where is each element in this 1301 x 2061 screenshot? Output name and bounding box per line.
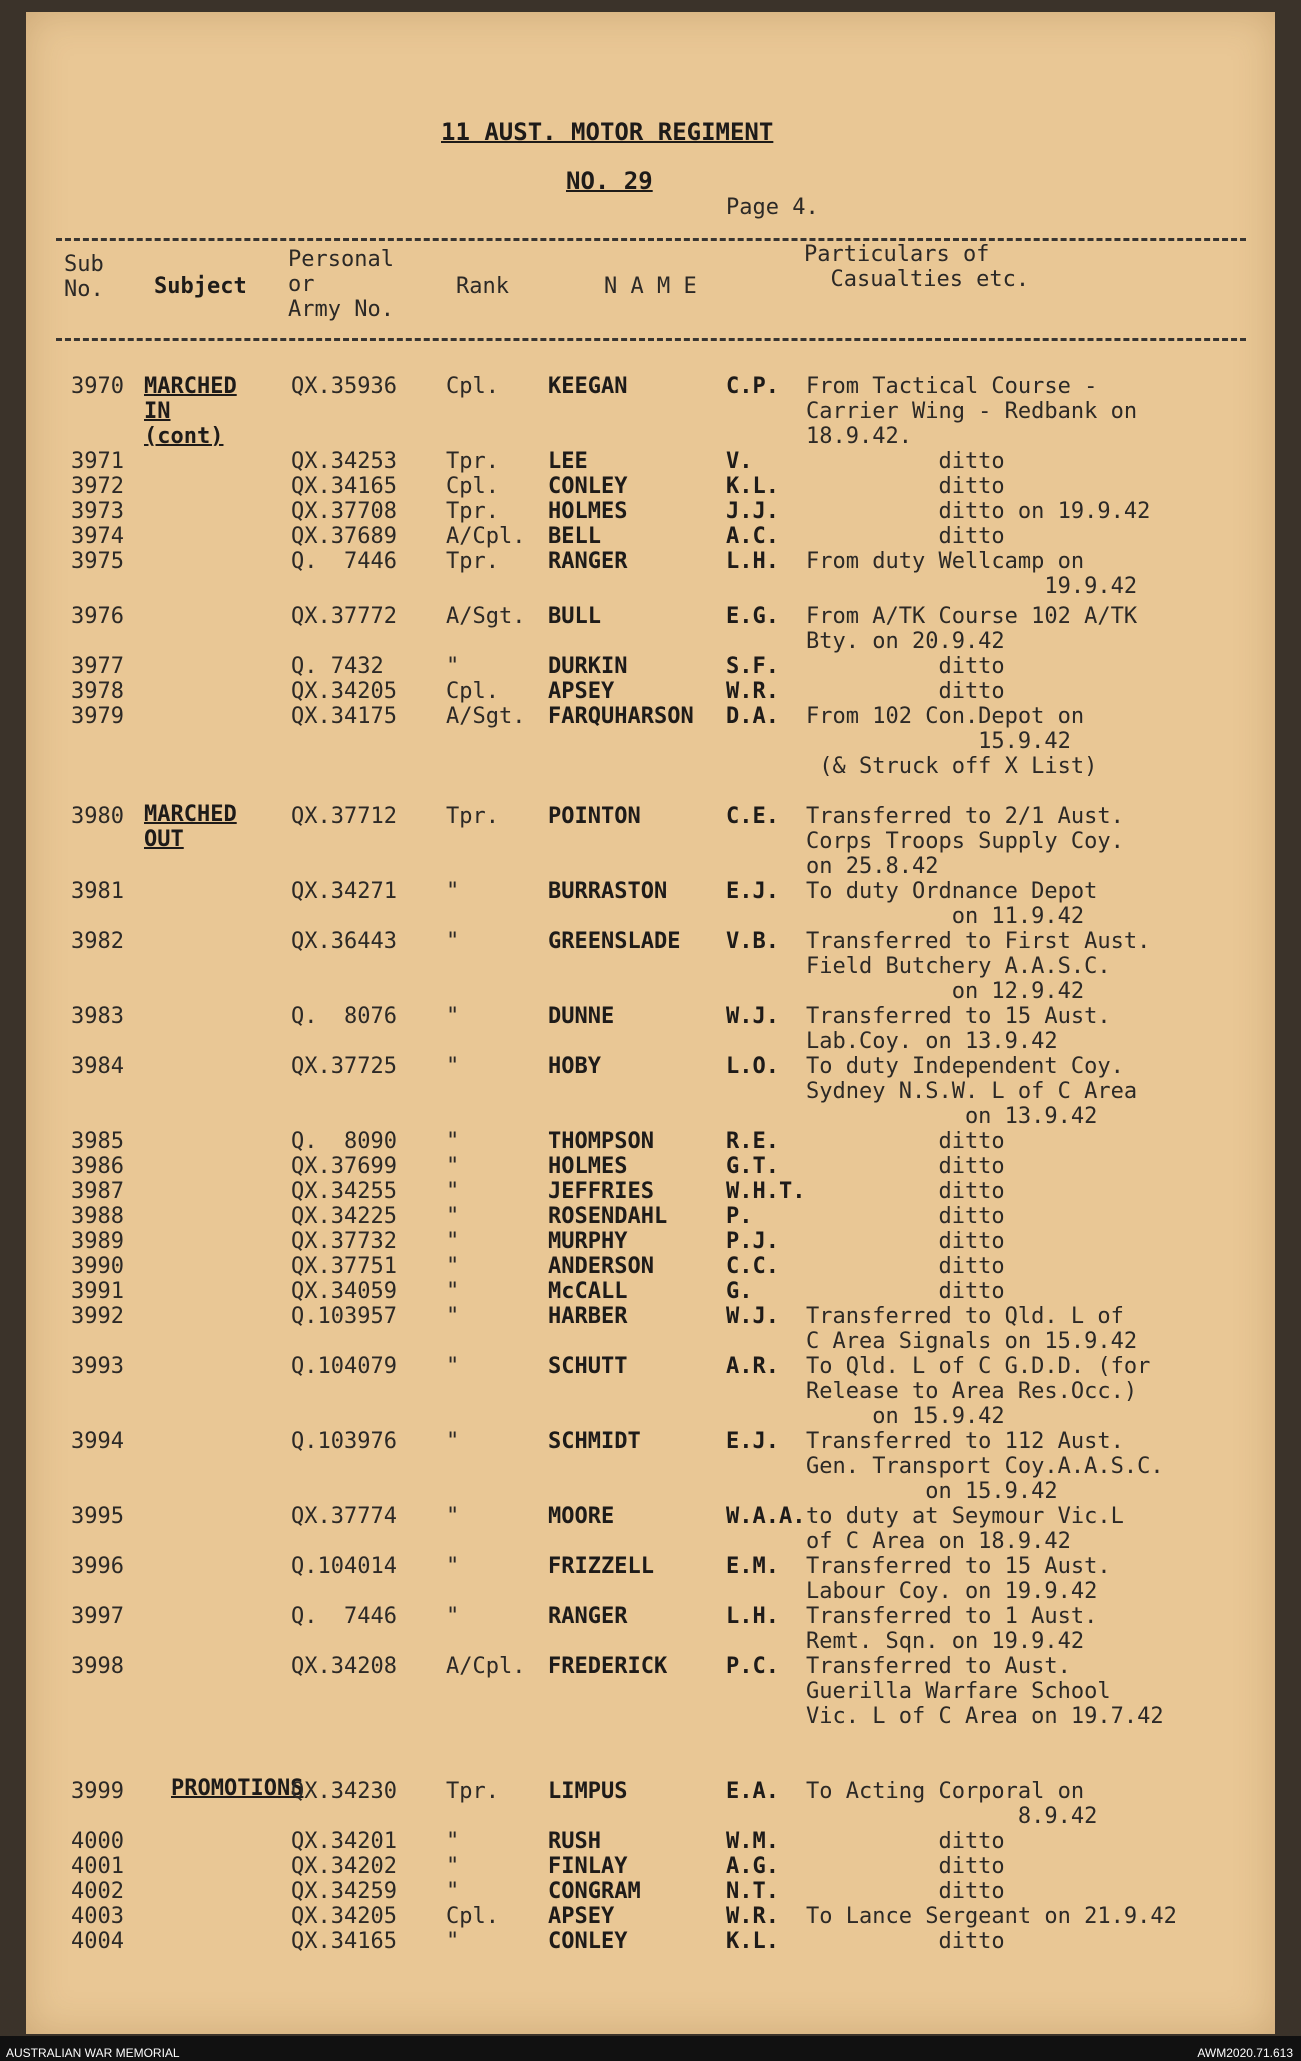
- cell-particulars: ditto: [806, 449, 1005, 474]
- cell-army-number: QX.36443: [291, 929, 397, 954]
- cell-initials: D.A.: [726, 704, 779, 729]
- cell-particulars: From 102 Con.Depot on 15.9.42 (& Struck off X List): [806, 704, 1098, 779]
- cell-army-number: Q.103957: [291, 1304, 397, 1329]
- cell-sub-no: 3999: [71, 1779, 124, 1804]
- cell-surname: SCHMIDT: [548, 1429, 641, 1454]
- cell-sub-no: 3989: [71, 1229, 124, 1254]
- cell-initials: E.G.: [726, 604, 779, 629]
- cell-surname: CONLEY: [548, 1929, 628, 1954]
- cell-army-number: QX.34230: [291, 1779, 397, 1804]
- cell-particulars: ditto: [806, 1254, 1005, 1279]
- col-army-no: Personal or Army No.: [288, 247, 394, 322]
- cell-sub-no: 4003: [71, 1904, 124, 1929]
- cell-surname: FREDERICK: [548, 1654, 668, 1679]
- cell-initials: P.J.: [726, 1229, 779, 1254]
- cell-surname: APSEY: [548, 679, 615, 704]
- footer-ref: AWM2020.71.613: [1197, 2046, 1293, 2060]
- cell-surname: APSEY: [548, 1904, 615, 1929]
- cell-initials: W.R.: [726, 679, 779, 704]
- cell-army-number: QX.34208: [291, 1654, 397, 1679]
- cell-army-number: Q.104079: [291, 1354, 397, 1379]
- cell-rank: ": [446, 929, 460, 954]
- cell-rank: ": [446, 1829, 460, 1854]
- cell-rank: Cpl.: [446, 1904, 499, 1929]
- cell-initials: W.J.: [726, 1304, 779, 1329]
- cell-rank: ": [446, 1254, 460, 1279]
- cell-surname: LIMPUS: [548, 1779, 628, 1804]
- cell-initials: P.C.: [726, 1654, 779, 1679]
- cell-initials: E.A.: [726, 1779, 779, 1804]
- cell-initials: E.J.: [726, 879, 779, 904]
- cell-initials: G.T.: [726, 1154, 779, 1179]
- cell-particulars: From Tactical Course - Carrier Wing - Redbank on 18.9.42.: [806, 374, 1138, 449]
- cell-army-number: QX.34165: [291, 474, 397, 499]
- cell-sub-no: 4000: [71, 1829, 124, 1854]
- cell-particulars: ditto: [806, 1279, 1005, 1304]
- cell-army-number: QX.34253: [291, 449, 397, 474]
- cell-sub-no: 3995: [71, 1504, 124, 1529]
- cell-army-number: QX.37751: [291, 1254, 397, 1279]
- regiment-title: 11 AUST. MOTOR REGIMENT: [441, 118, 774, 146]
- cell-army-number: QX.37772: [291, 604, 397, 629]
- cell-sub-no: 3978: [71, 679, 124, 704]
- cell-surname: THOMPSON: [548, 1129, 654, 1154]
- cell-sub-no: 3997: [71, 1604, 124, 1629]
- cell-surname: McCALL: [548, 1279, 628, 1304]
- cell-initials: C.C.: [726, 1254, 779, 1279]
- cell-army-number: QX.34225: [291, 1204, 397, 1229]
- cell-rank: ": [446, 1554, 460, 1579]
- cell-particulars: ditto: [806, 1854, 1005, 1879]
- cell-initials: P.: [726, 1204, 753, 1229]
- cell-rank: A/Sgt.: [446, 704, 526, 729]
- cell-surname: CONGRAM: [548, 1879, 641, 1904]
- cell-rank: ": [446, 1229, 460, 1254]
- cell-rank: Cpl.: [446, 474, 499, 499]
- cell-initials: A.G.: [726, 1854, 779, 1879]
- cell-sub-no: 4001: [71, 1854, 124, 1879]
- cell-army-number: QX.34165: [291, 1929, 397, 1954]
- cell-rank: Cpl.: [446, 374, 499, 399]
- cell-particulars: Transferred to 2/1 Aust. Corps Troops Supply Coy. on 25.8.42: [806, 804, 1124, 879]
- cell-surname: RANGER: [548, 1604, 628, 1629]
- cell-sub-no: 3970: [71, 374, 124, 399]
- cell-army-number: Q.104014: [291, 1554, 397, 1579]
- cell-particulars: Transferred to 112 Aust. Gen. Transport Coy.A.A.S.C. on 15.9.42: [806, 1429, 1164, 1504]
- cell-rank: A/Cpl.: [446, 1654, 526, 1679]
- cell-army-number: Q. 8076: [291, 1004, 397, 1029]
- cell-particulars: To Lance Sergeant on 21.9.42: [806, 1904, 1177, 1929]
- cell-rank: ": [446, 1279, 460, 1304]
- cell-army-number: QX.37712: [291, 804, 397, 829]
- cell-surname: BURRASTON: [548, 879, 668, 904]
- cell-initials: K.L.: [726, 1929, 779, 1954]
- cell-rank: ": [446, 1354, 460, 1379]
- cell-initials: S.F.: [726, 654, 779, 679]
- cell-surname: FINLAY: [548, 1854, 628, 1879]
- cell-particulars: ditto: [806, 1229, 1005, 1254]
- cell-particulars: Transferred to 15 Aust. Labour Coy. on 19.9.42: [806, 1554, 1111, 1604]
- cell-surname: SCHUTT: [548, 1354, 628, 1379]
- cell-sub-no: 3987: [71, 1179, 124, 1204]
- cell-surname: MURPHY: [548, 1229, 628, 1254]
- cell-particulars: To Qld. L of C G.D.D. (for Release to Area Res.Occ.) on 15.9.42: [806, 1354, 1151, 1429]
- cell-surname: ANDERSON: [548, 1254, 654, 1279]
- footer-source: AUSTRALIAN WAR MEMORIAL: [6, 2046, 180, 2060]
- cell-particulars: To duty Independent Coy. Sydney N.S.W. L of C Area on 13.9.42: [806, 1054, 1138, 1129]
- cell-sub-no: 3994: [71, 1429, 124, 1454]
- cell-initials: L.H.: [726, 549, 779, 574]
- cell-sub-no: 3972: [71, 474, 124, 499]
- cell-sub-no: 3986: [71, 1154, 124, 1179]
- cell-sub-no: 3988: [71, 1204, 124, 1229]
- cell-army-number: QX.34271: [291, 879, 397, 904]
- cell-surname: DUNNE: [548, 1004, 615, 1029]
- cell-army-number: QX.34175: [291, 704, 397, 729]
- cell-army-number: QX.34259: [291, 1879, 397, 1904]
- cell-particulars: ditto: [806, 1879, 1005, 1904]
- cell-army-number: QX.34255: [291, 1179, 397, 1204]
- cell-sub-no: 3973: [71, 499, 124, 524]
- cell-army-number: QX.37699: [291, 1154, 397, 1179]
- cell-rank: ": [446, 1179, 460, 1204]
- cell-army-number: QX.37689: [291, 524, 397, 549]
- cell-rank: Tpr.: [446, 549, 499, 574]
- order-number: NO. 29: [566, 167, 653, 195]
- cell-sub-no: 3974: [71, 524, 124, 549]
- cell-surname: HOBY: [548, 1054, 601, 1079]
- cell-particulars: ditto: [806, 524, 1005, 549]
- cell-rank: ": [446, 1204, 460, 1229]
- header-rule-bottom: [56, 338, 1246, 341]
- cell-initials: J.J.: [726, 499, 779, 524]
- cell-initials: W.R.: [726, 1904, 779, 1929]
- cell-particulars: ditto: [806, 1929, 1005, 1954]
- cell-army-number: QX.34201: [291, 1829, 397, 1854]
- cell-sub-no: 3982: [71, 929, 124, 954]
- page-number: Page 4.: [726, 195, 819, 220]
- cell-surname: GREENSLADE: [548, 929, 681, 954]
- cell-rank: ": [446, 1604, 460, 1629]
- cell-sub-no: 3975: [71, 549, 124, 574]
- cell-surname: ROSENDAHL: [548, 1204, 668, 1229]
- cell-initials: L.O.: [726, 1054, 779, 1079]
- cell-rank: Tpr.: [446, 1779, 499, 1804]
- cell-particulars: ditto: [806, 1829, 1005, 1854]
- cell-army-number: QX.34205: [291, 1904, 397, 1929]
- cell-rank: ": [446, 1504, 460, 1529]
- cell-surname: POINTON: [548, 804, 641, 829]
- section-marched-in: MARCHED IN (cont): [144, 374, 237, 449]
- cell-rank: ": [446, 1879, 460, 1904]
- cell-rank: ": [446, 1429, 460, 1454]
- cell-army-number: QX.35936: [291, 374, 397, 399]
- cell-army-number: Q. 7446: [291, 549, 397, 574]
- cell-initials: V.B.: [726, 929, 779, 954]
- cell-rank: ": [446, 1154, 460, 1179]
- cell-rank: A/Sgt.: [446, 604, 526, 629]
- cell-initials: C.E.: [726, 804, 779, 829]
- cell-particulars: From A/TK Course 102 A/TK Bty. on 20.9.42: [806, 604, 1138, 654]
- cell-particulars: ditto on 19.9.42: [806, 499, 1151, 524]
- section-marched-out: MARCHED OUT: [144, 802, 237, 852]
- cell-sub-no: 3991: [71, 1279, 124, 1304]
- cell-particulars: ditto: [806, 1129, 1005, 1154]
- cell-sub-no: 3981: [71, 879, 124, 904]
- cell-sub-no: 3993: [71, 1354, 124, 1379]
- cell-particulars: Transferred to Qld. L of C Area Signals on 15.9.42: [806, 1304, 1138, 1354]
- cell-sub-no: 3977: [71, 654, 124, 679]
- cell-sub-no: 3996: [71, 1554, 124, 1579]
- cell-sub-no: 4002: [71, 1879, 124, 1904]
- cell-army-number: Q.103976: [291, 1429, 397, 1454]
- cell-sub-no: 3971: [71, 449, 124, 474]
- cell-particulars: ditto: [806, 1179, 1005, 1204]
- cell-sub-no: 3985: [71, 1129, 124, 1154]
- cell-initials: A.C.: [726, 524, 779, 549]
- cell-surname: HOLMES: [548, 1154, 628, 1179]
- cell-initials: G.: [726, 1279, 753, 1304]
- cell-surname: LEE: [548, 449, 588, 474]
- cell-rank: ": [446, 1929, 460, 1954]
- cell-surname: KEEGAN: [548, 374, 628, 399]
- cell-surname: HARBER: [548, 1304, 628, 1329]
- cell-army-number: QX.37774: [291, 1504, 397, 1529]
- cell-surname: FARQUHARSON: [548, 704, 694, 729]
- cell-surname: MOORE: [548, 1504, 615, 1529]
- cell-rank: A/Cpl.: [446, 524, 526, 549]
- cell-sub-no: 3979: [71, 704, 124, 729]
- cell-rank: ": [446, 1854, 460, 1879]
- cell-surname: RUSH: [548, 1829, 601, 1854]
- cell-sub-no: 3984: [71, 1054, 124, 1079]
- cell-particulars: to duty at Seymour Vic.L of C Area on 18.9.42: [806, 1504, 1124, 1554]
- cell-initials: V.: [726, 449, 753, 474]
- cell-army-number: QX.37708: [291, 499, 397, 524]
- cell-army-number: QX.37732: [291, 1229, 397, 1254]
- cell-particulars: To duty Ordnance Depot on 11.9.42: [806, 879, 1098, 929]
- col-rank: Rank: [456, 274, 509, 299]
- cell-sub-no: 3980: [71, 804, 124, 829]
- cell-rank: ": [446, 1004, 460, 1029]
- cell-surname: FRIZZELL: [548, 1554, 654, 1579]
- cell-initials: C.P.: [726, 374, 779, 399]
- cell-initials: N.T.: [726, 1879, 779, 1904]
- cell-particulars: ditto: [806, 679, 1005, 704]
- cell-initials: L.H.: [726, 1604, 779, 1629]
- cell-surname: RANGER: [548, 549, 628, 574]
- cell-initials: W.J.: [726, 1004, 779, 1029]
- col-particulars: Particulars of Casualties etc.: [804, 242, 1030, 292]
- cell-sub-no: 3976: [71, 604, 124, 629]
- cell-sub-no: 3983: [71, 1004, 124, 1029]
- section-promotions: PROMOTIONS: [171, 1776, 304, 1801]
- cell-army-number: Q. 8090: [291, 1129, 397, 1154]
- footer-bar: [0, 2036, 1301, 2061]
- cell-particulars: ditto: [806, 654, 1005, 679]
- col-sub-no: Sub No.: [64, 252, 104, 302]
- cell-surname: HOLMES: [548, 499, 628, 524]
- cell-particulars: Transferred to 1 Aust. Remt. Sqn. on 19.9.42: [806, 1604, 1098, 1654]
- col-name: N A M E: [604, 274, 697, 299]
- cell-particulars: To Acting Corporal on 8.9.42: [806, 1779, 1098, 1829]
- cell-rank: Cpl.: [446, 679, 499, 704]
- cell-rank: ": [446, 879, 460, 904]
- cell-particulars: Transferred to Aust. Guerilla Warfare School Vic. L of C Area on 19.7.42: [806, 1654, 1164, 1729]
- document-page: [26, 12, 1275, 2034]
- cell-rank: Tpr.: [446, 804, 499, 829]
- cell-army-number: QX.37725: [291, 1054, 397, 1079]
- col-subject: Subject: [154, 274, 247, 299]
- cell-sub-no: 3992: [71, 1304, 124, 1329]
- cell-rank: ": [446, 1129, 460, 1154]
- cell-surname: BELL: [548, 524, 601, 549]
- cell-sub-no: 3990: [71, 1254, 124, 1279]
- cell-particulars: Transferred to 15 Aust. Lab.Coy. on 13.9.42: [806, 1004, 1111, 1054]
- cell-surname: CONLEY: [548, 474, 628, 499]
- cell-initials: A.R.: [726, 1354, 779, 1379]
- cell-rank: Tpr.: [446, 499, 499, 524]
- cell-particulars: ditto: [806, 474, 1005, 499]
- cell-rank: ": [446, 654, 460, 679]
- cell-initials: R.E.: [726, 1129, 779, 1154]
- cell-particulars: ditto: [806, 1204, 1005, 1229]
- cell-rank: Tpr.: [446, 449, 499, 474]
- cell-army-number: QX.34202: [291, 1854, 397, 1879]
- cell-sub-no: 3998: [71, 1654, 124, 1679]
- cell-rank: ": [446, 1054, 460, 1079]
- cell-army-number: Q. 7446: [291, 1604, 397, 1629]
- cell-initials: K.L.: [726, 474, 779, 499]
- cell-army-number: QX.34205: [291, 679, 397, 704]
- cell-particulars: Transferred to First Aust. Field Butchery A.A.S.C. on 12.9.42: [806, 929, 1151, 1004]
- cell-particulars: ditto: [806, 1154, 1005, 1179]
- cell-initials: W.H.T.: [726, 1179, 806, 1204]
- cell-army-number: QX.34059: [291, 1279, 397, 1304]
- cell-rank: ": [446, 1304, 460, 1329]
- cell-initials: W.M.: [726, 1829, 779, 1854]
- cell-sub-no: 4004: [71, 1929, 124, 1954]
- cell-surname: BULL: [548, 604, 601, 629]
- cell-particulars: From duty Wellcamp on 19.9.42: [806, 549, 1138, 599]
- cell-initials: E.J.: [726, 1429, 779, 1454]
- header-rule-top: [56, 238, 1246, 241]
- cell-initials: E.M.: [726, 1554, 779, 1579]
- cell-surname: JEFFRIES: [548, 1179, 654, 1204]
- cell-army-number: Q. 7432: [291, 654, 384, 679]
- cell-initials: W.A.A.: [726, 1504, 806, 1529]
- cell-surname: DURKIN: [548, 654, 628, 679]
